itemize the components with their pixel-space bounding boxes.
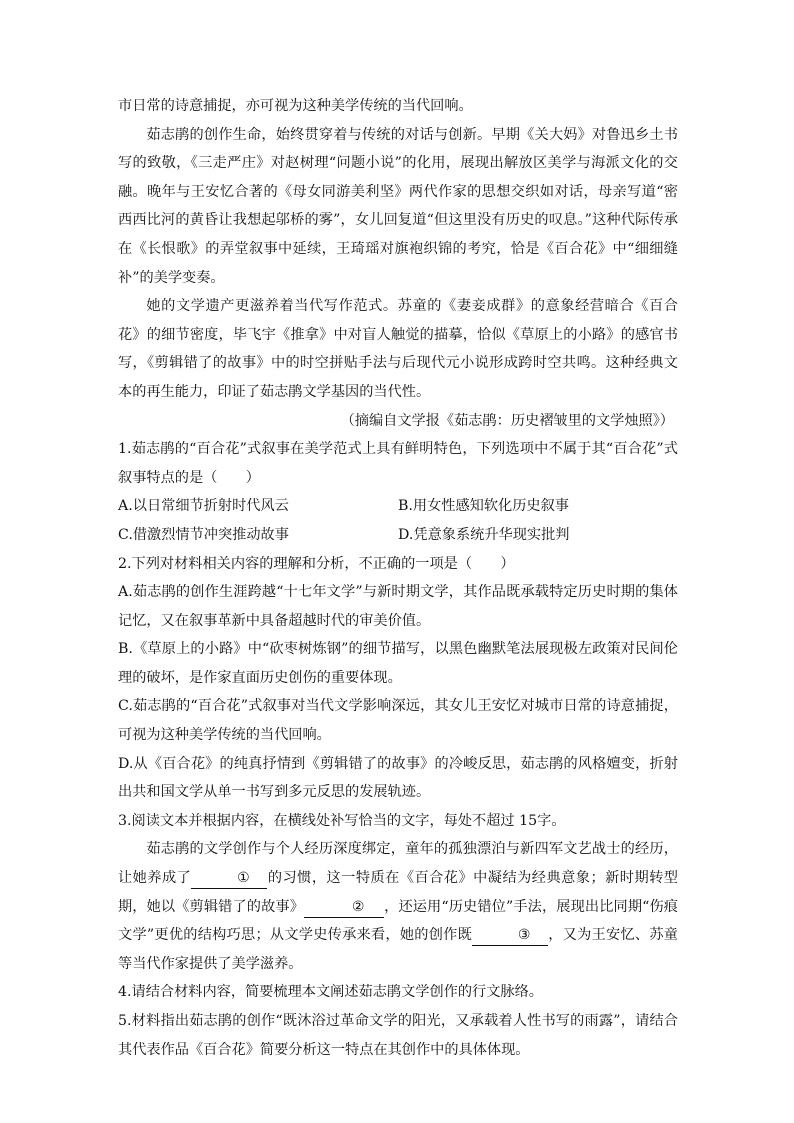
question-3-fill-paragraph xyxy=(118,835,678,978)
question-1-options-row-2 xyxy=(118,521,678,550)
passage-paragraph-2: 她的文学遗产更滋养着当代写作范式。苏童的《妻妾成群》的意象经营暗合《百合花》的细节密度，毕飞宇《推拿》中对盲人触觉的描摹，恰似《草原上的小路》的感官书写，《剪辑错了的故事》中的时空拼贴手法与后现代元小说形成跨时空共鸣。这种经典文本的再生能力，印证了茹志鹃文学基因的当代性。 xyxy=(118,298,678,400)
question-1-option-c: C.借激烈情节冲突推动故事 xyxy=(118,526,289,543)
question-1-option-b: B.用女性感知软化历史叙事 xyxy=(398,498,569,515)
question-1-option-d: D.凭意象系统升华现实批判 xyxy=(398,526,570,543)
question-4-stem: 4.请结合材料内容，简要梳理本文阐述茹志鹃文学创作的行文脉络。 xyxy=(118,984,543,1001)
question-2-option-c: C.茹志鹃的“百合花”式叙事对当代文学影响深远，其女儿王安忆对城市日常的诗意捕捉，可视为这种美学传统的当代回响。 xyxy=(118,698,678,744)
question-2-option-a: A.茹志鹃的创作生涯跨越“十七年文学”与新时期文学，其作品既承载特定历史时期的集体记忆，又在叙事革新中具备超越时代的审美价值。 xyxy=(118,584,678,629)
answer-blank-2[interactable]: ② xyxy=(304,897,384,918)
question-2-stem: 2.下列对材料相关内容的理解和分析，不正确的一项是（ ） xyxy=(118,555,515,572)
answer-blank-3[interactable]: ③ xyxy=(472,925,548,946)
passage-paragraph-0: 市日常的诗意捕捉，亦可视为这种美学传统的当代回响。 xyxy=(118,98,473,114)
question-3-text-2: 的习惯，这一特质在《百合花》中凝结为经典意象；新时期转型期，她以《剪辑错了的故事》 xyxy=(118,870,678,915)
page-content xyxy=(118,92,678,1064)
question-2-option-b: B.《草原上的小路》中“砍枣树炼钢”的细节描写，以黑色幽默笔法展现极左政策对民间伦理的破坏，是作家直面历史创伤的重要体现。 xyxy=(118,641,678,686)
question-3-stem: 3.阅读文本并根据内容，在横线处补写恰当的文字，每处不超过 15字。 xyxy=(118,812,566,829)
passage-source: （摘编自文学报《茹志鹃：历史褶皱里的文学烛照》） xyxy=(340,412,674,429)
question-1-option-a: A.以日常细节折射时代风云 xyxy=(118,498,289,515)
question-3-text-1: 茹志鹃的文学创作与个人经历深度绑定，童年的孤独漂泊与新四军文艺战士的经历，让她养成了 xyxy=(118,841,678,887)
question-3-text-3: ，还运用“历史错位”手法，展现出比同期“伤痕文学”更优的结构巧思；从文学史传承来看，她的创作既 xyxy=(118,898,678,944)
question-1-stem: 1.茹志鹃的“百合花”式叙事在美学范式上具有鲜明特色，下列选项中不属于其“百合花”式叙事特点的是（ ） xyxy=(118,441,678,486)
question-1-options-row-1 xyxy=(118,492,678,521)
passage-paragraph-1: 茹志鹃的创作生命，始终贯穿着与传统的对话与创新。早期《关大妈》对鲁迅乡土书写的致敬，《三走严庄》对赵树理“问题小说”的化用，展现出解放区美学与海派文化的交融。晚年与王安忆合著的《母女同游美利坚》两代作家的思想交织如对话，母亲写道“密西西比河的黄昏让我想起邬桥的雾”，女儿回复道“但这里没有历史的叹息。”这种代际传承在《长恨歌》的弄堂叙事中延续，王琦瑶对旗袍织锦的考究，恰是《百合花》中“细细缝补”的美学变奏。 xyxy=(118,126,678,286)
answer-blank-1[interactable]: ① xyxy=(191,868,267,889)
question-5-stem: 5.材料指出茹志鹃的创作“既沐浴过革命文学的阳光，又承载着人性书写的雨露”，请结合其代表作品《百合花》简要分析这一特点在其创作中的具体体现。 xyxy=(118,1013,678,1058)
question-2-option-d: D.从《百合花》的纯真抒情到《剪辑错了的故事》的冷峻反思，茹志鹃的风格嬗变，折射出共和国文学从单一书写到多元反思的发展轨迹。 xyxy=(118,755,678,801)
question-3-text-4: ，又为王安忆、苏童等当代作家提供了美学滋养。 xyxy=(118,927,678,972)
